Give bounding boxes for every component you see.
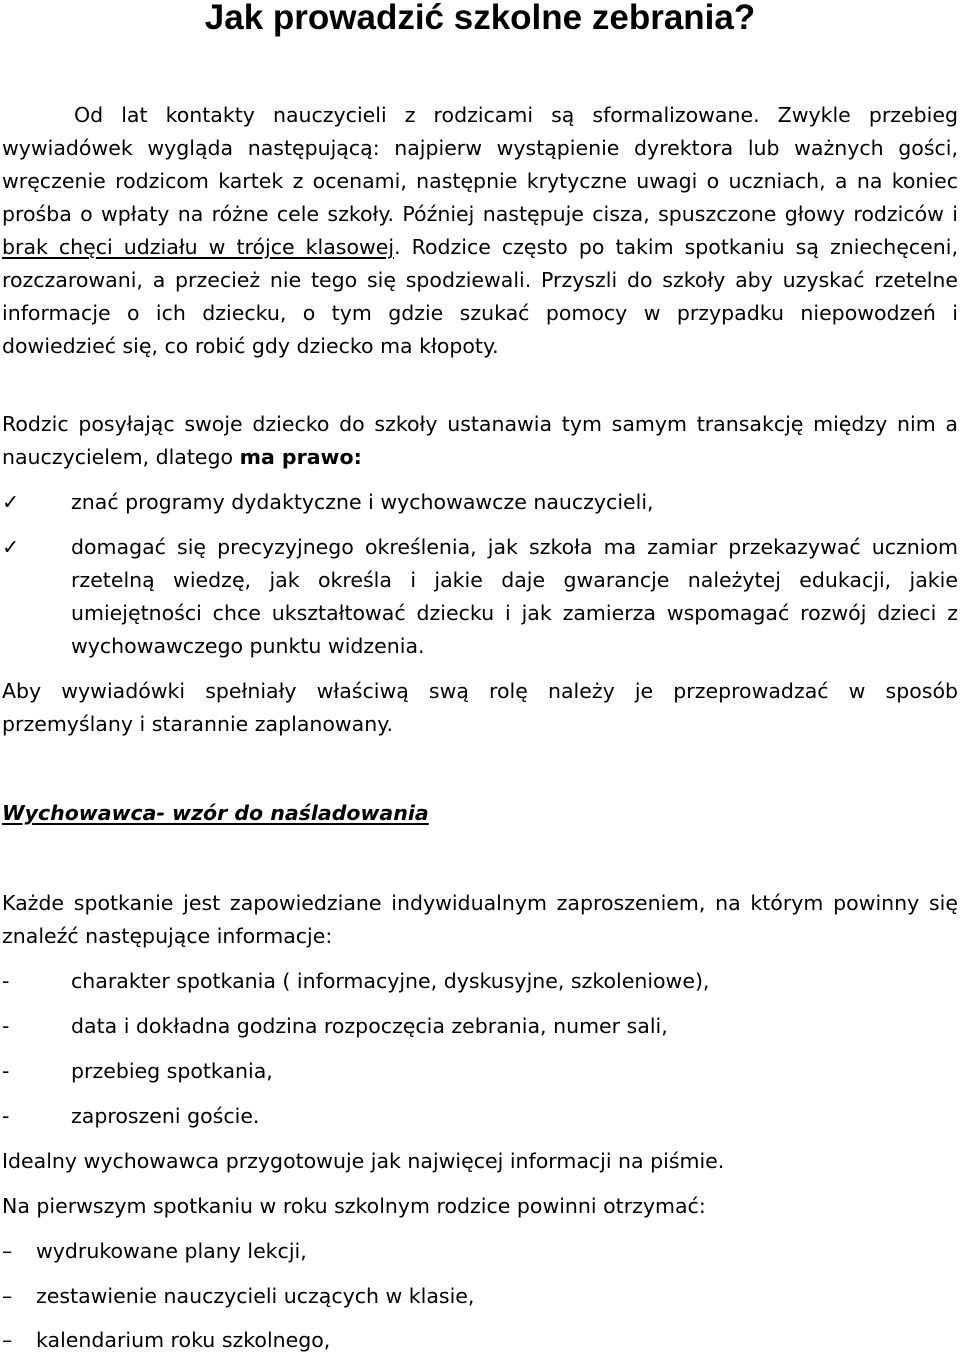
intro-text-part2: . Rodzice często po takim spotkaniu są zniechęceni, rozczarowani, a przecież nie tego się spodziewali. Przyszli do szkoły aby uzyskać rzetelne informacje o ich dziecku, o tym gdzie szukać pomocy w przypadku niepowodzeń i dowiedzieć się, co robić gdy dziecko ma kłopoty. [2, 235, 958, 358]
endash-list-item-text: zestawienie nauczycieli uczących w klasie, [36, 1284, 475, 1308]
dash-list-item-text: charakter spotkania ( informacyjne, dyskusyjne, szkoleniowe), [71, 969, 710, 993]
rights-paragraph [2, 408, 958, 474]
endash-bullet: – [2, 1284, 13, 1308]
dash-bullet: - [2, 1104, 10, 1128]
endash-bullet: – [2, 1328, 13, 1352]
first-meeting-paragraph [2, 1190, 958, 1223]
intro-text-part1: Od lat kontakty nauczycieli z rodzicami są sformalizowane. Zwykle przebieg wywiadówek wygląda następującą: najpierw wystąpienie dyrektora lub ważnych gości, wręczenie rodzicom kartek z ocenami, następnie krytyczne uwagi o uczniach, a na koniec prośba o wpłaty na różne cele szkoły. Później następuje cisza, spuszczone głowy rodziców i [2, 103, 958, 226]
checkmark-icon: ✓ [2, 490, 20, 514]
check-list-item [2, 531, 958, 663]
endash-list-item [2, 1280, 958, 1313]
endash-list-item [2, 1324, 958, 1357]
trojka-klasowa-text: brak chęci udziału w trójce klasowej [2, 235, 395, 259]
endash-list-item-text: kalendarium roku szkolnego, [36, 1328, 331, 1352]
summary-text: Aby wywiadówki spełniały właściwą swą rolę należy je przeprowadzać w sposób przemyślany i starannie zaplanowany. [2, 679, 958, 736]
rights-text-bold: ma prawo: [239, 445, 362, 469]
check-list-item-text: znać programy dydaktyczne i wychowawcze nauczycieli, [71, 490, 654, 514]
dash-list-item-text: zaproszeni goście. [71, 1104, 260, 1128]
section-heading: Wychowawca- wzór do naśladowania [2, 801, 429, 825]
intro-text [2, 99, 958, 363]
written-info-text: Idealny wychowawca przygotowuje jak najwięcej informacji na piśmie. [2, 1149, 725, 1173]
dash-list-item [2, 965, 958, 998]
page-title: Jak prowadzić szkolne zebrania? [204, 0, 756, 37]
written-info-paragraph [2, 1145, 958, 1178]
dash-bullet: - [2, 1059, 10, 1083]
check-list-item [2, 486, 958, 519]
summary-paragraph [2, 675, 958, 741]
dash-bullet: - [2, 969, 10, 993]
dash-bullet: - [2, 1014, 10, 1038]
endash-list-item [2, 1235, 958, 1268]
endash-list-item-text: wydrukowane plany lekcji, [36, 1239, 307, 1263]
first-meeting-text: Na pierwszym spotkaniu w roku szkolnym rodzice powinni otrzymać: [2, 1194, 706, 1218]
dash-list-item-text: data i dokładna godzina rozpoczęcia zebrania, numer sali, [71, 1014, 668, 1038]
check-list-item-text: domagać się precyzyjnego określenia, jak szkoła ma zamiar przekazywać uczniom rzetelną wiedzę, jak określa i jakie daje gwarancje należytej edukacji, jakie umiejętności chce ukształtować dziecku i jak zamierza wspomagać rozwój dzieci z wychowawczego punktu widzenia. [71, 535, 958, 658]
dash-list-item-text: przebieg spotkania, [71, 1059, 273, 1083]
intro-paragraph [2, 99, 958, 363]
invitation-text: Każde spotkanie jest zapowiedziane indywidualnym zaproszeniem, na którym powinny się znaleźć następujące informacje: [2, 891, 958, 948]
invitation-paragraph [2, 887, 958, 953]
rights-text [2, 408, 958, 474]
rights-text-main: Rodzic posyłając swoje dziecko do szkoły ustanawia tym samym transakcję między nim a nauczycielem, dlatego [2, 412, 958, 469]
dash-list-item [2, 1055, 958, 1088]
dash-list-item [2, 1100, 958, 1133]
dash-list-item [2, 1010, 958, 1043]
checkmark-icon: ✓ [2, 535, 20, 559]
endash-bullet: – [2, 1239, 13, 1263]
